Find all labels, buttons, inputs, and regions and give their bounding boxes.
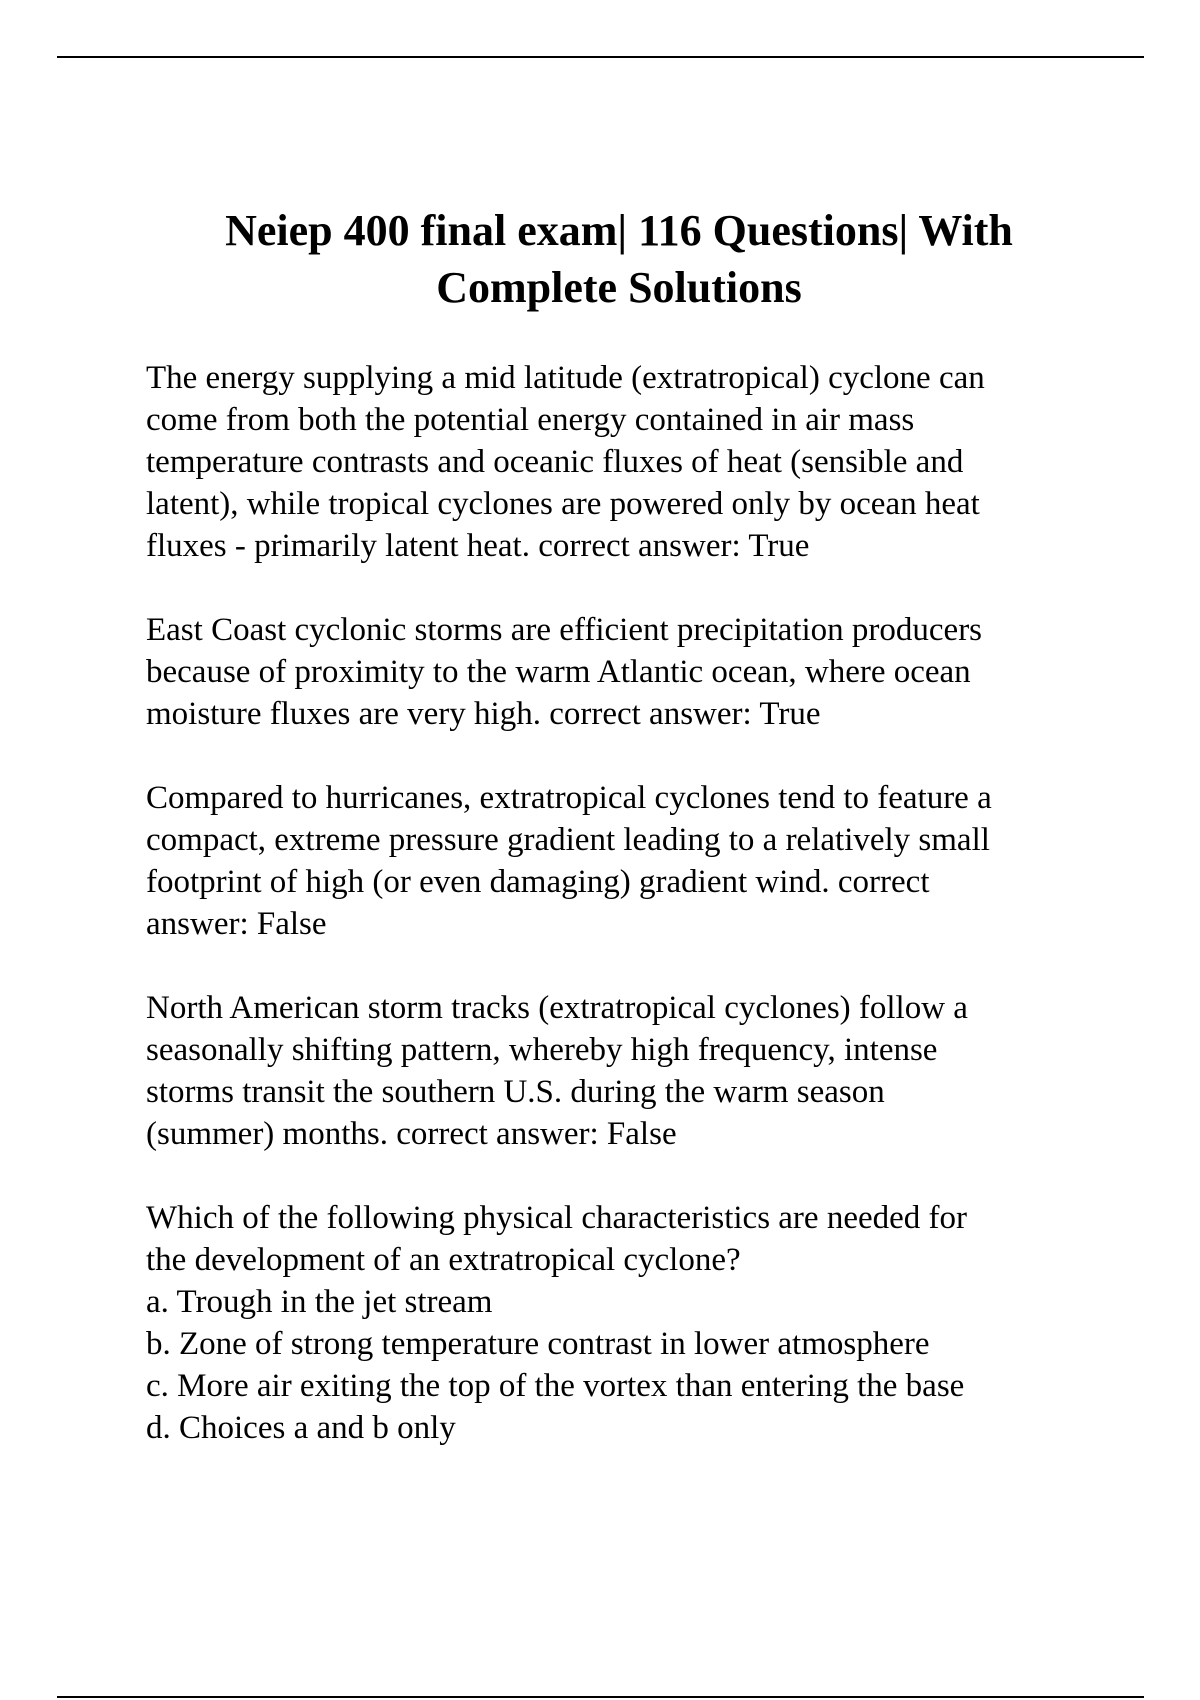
question-1 [146, 357, 1106, 567]
bottom-rule [57, 1696, 1144, 1698]
question-4 [146, 987, 1106, 1155]
question-5-option-d: d. Choices a and b only [146, 1410, 456, 1446]
question-4-line-3: storms transit the southern U.S. during the warm season [146, 1074, 885, 1110]
question-3-line-1: Compared to hurricanes, extratropical cyclones tend to feature a [146, 780, 992, 816]
question-1-line-2: come from both the potential energy contained in air mass [146, 402, 915, 438]
question-5-option-a: a. Trough in the jet stream [146, 1284, 493, 1320]
title-line-2: Complete Solutions [436, 263, 802, 312]
question-4-line-2: seasonally shifting pattern, whereby high frequency, intense [146, 1032, 938, 1068]
document-title [120, 202, 1118, 316]
question-5-option-c: c. More air exiting the top of the vortex than entering the base [146, 1368, 965, 1404]
question-4-line-1: North American storm tracks (extratropical cyclones) follow a [146, 990, 968, 1026]
question-4-line-4: (summer) months. correct answer: False [146, 1116, 677, 1152]
top-rule [57, 56, 1144, 58]
question-list [146, 357, 1106, 1491]
question-3-line-3: footprint of high (or even damaging) gradient wind. correct [146, 864, 930, 900]
question-1-line-1: The energy supplying a mid latitude (extratropical) cyclone can [146, 360, 985, 396]
question-2-line-1: East Coast cyclonic storms are efficient precipitation producers [146, 612, 983, 648]
question-3 [146, 777, 1106, 945]
question-1-line-5: fluxes - primarily latent heat. correct answer: True [146, 528, 810, 564]
question-5 [146, 1197, 1106, 1449]
question-5-option-b: b. Zone of strong temperature contrast in lower atmosphere [146, 1326, 930, 1362]
title-line-1: Neiep 400 final exam| 116 Questions| With [225, 206, 1013, 255]
question-5-line-2: the development of an extratropical cyclone? [146, 1242, 741, 1278]
question-2-line-2: because of proximity to the warm Atlantic ocean, where ocean [146, 654, 971, 690]
question-1-line-3: temperature contrasts and oceanic fluxes of heat (sensible and [146, 444, 964, 480]
question-2 [146, 609, 1106, 735]
question-1-line-4: latent), while tropical cyclones are powered only by ocean heat [146, 486, 980, 522]
question-3-line-4: answer: False [146, 906, 327, 942]
question-3-line-2: compact, extreme pressure gradient leading to a relatively small [146, 822, 990, 858]
question-5-line-1: Which of the following physical characteristics are needed for [146, 1200, 967, 1236]
question-2-line-3: moisture fluxes are very high. correct answer: True [146, 696, 821, 732]
